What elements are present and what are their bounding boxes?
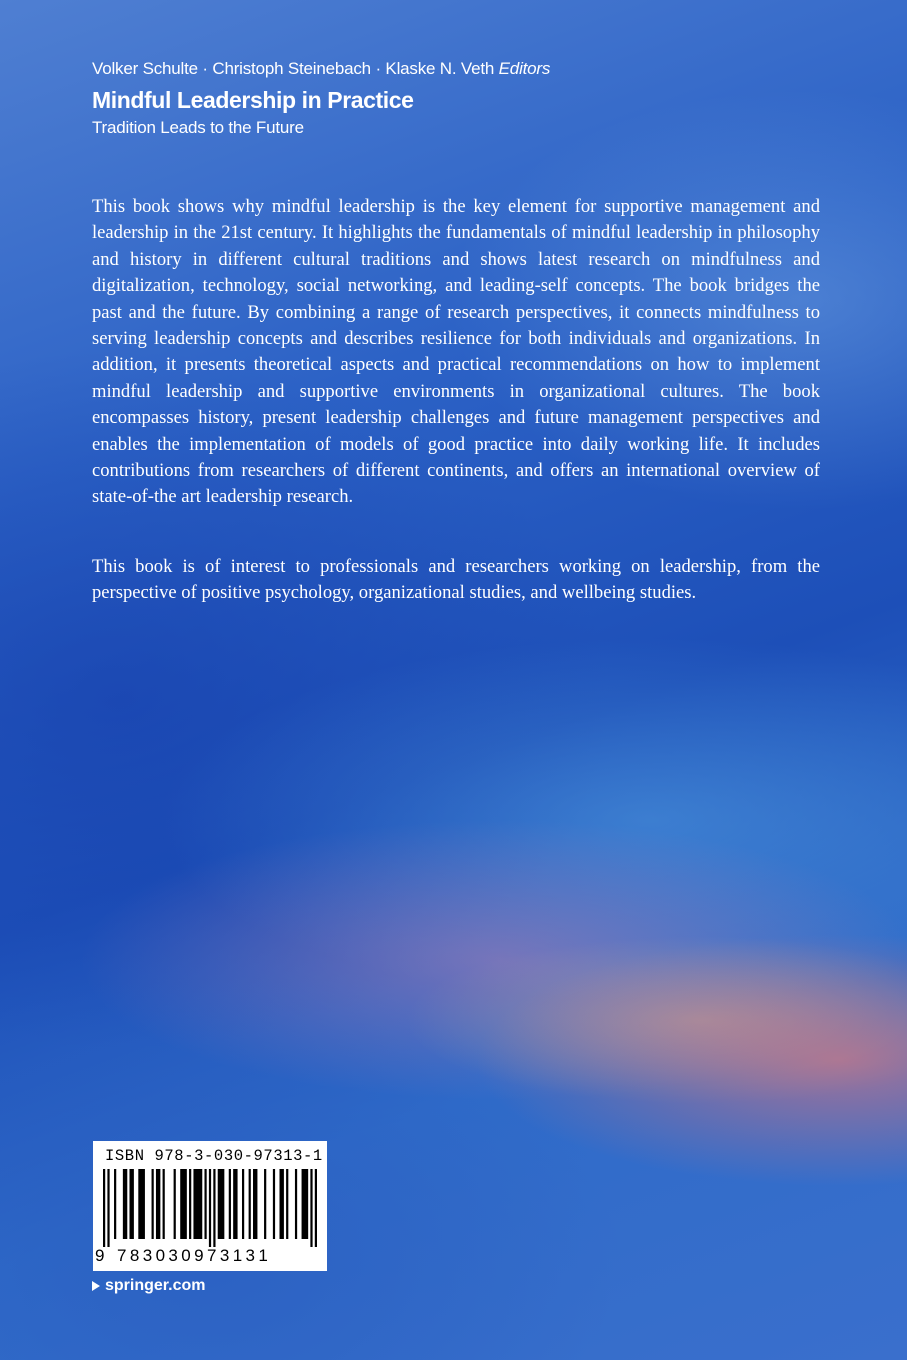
triangle-right-icon [92,1281,100,1291]
barcode-bar [249,1169,251,1239]
barcode-bar [174,1169,176,1239]
barcode-bar [253,1169,257,1239]
cover-header [92,58,852,139]
editors-names: Volker Schulte · Christoph Steinebach · Klaske N. Veth [92,59,495,78]
book-description: This book shows why mindful leadership is the key element for supportive management and leadership in the 21st century. It highlights the fundamentals of mindful leadership in philosophy and history in different cultural traditions and shows latest research on mindfulness and digitalization, technology, social networking, and leading-self concepts. The book bridges the past and the future. By combining a range of research perspectives, it connects mindfulness to serving leadership concepts and describes resilience for both individuals and organizations. In addition, it presents theoretical aspects and practical recommendations on how to implement mindful leadership and supportive environments in organizational cultures. The book encompasses history, present leadership challenges and future management perspectives and enables the implementation of models of good practice into daily working life. It includes contributions from researchers of different continents, and offers an international overview of state-of-the art leadership research. [92,196,820,508]
barcode-bar [302,1169,309,1239]
barcode-bar [213,1169,215,1247]
book-title: Mindful Leadership in Practice [92,87,414,113]
editors-line [92,58,852,80]
barcode-icon [103,1169,317,1247]
barcode-bar [209,1169,211,1247]
barcode-bar [295,1169,297,1239]
barcode-digits-rest: 783030973131 [117,1246,272,1265]
barcode-bar [242,1169,244,1239]
isbn-label: ISBN 978-3-030-97313-1 [105,1147,323,1165]
audience-statement: This book is of interest to professionals and researchers working on leadership, from the perspective of positive psychology, organizational studies, and wellbeing studies. [92,556,820,604]
barcode-bar [107,1169,109,1247]
barcode-bar [114,1169,116,1239]
barcode-bar [229,1169,231,1239]
book-subtitle: Tradition Leads to the Future [92,118,304,137]
barcode-bar [152,1169,154,1239]
barcode-bar [204,1169,206,1239]
barcode-bar [286,1169,288,1239]
publisher-url: springer.com [105,1277,206,1294]
barcode-bar [264,1169,266,1239]
barcode-bar [310,1169,312,1247]
publisher-link[interactable] [92,1276,205,1296]
barcode-bar [233,1169,237,1239]
barcode-bar [218,1169,225,1239]
barcode-bar [279,1169,283,1239]
barcode-bar [273,1169,275,1239]
barcode-bar [189,1169,191,1239]
barcode-bar [156,1169,160,1239]
barcode-bar [180,1169,187,1239]
barcode-bar [315,1169,317,1247]
barcode-digit-first: 9 [95,1246,108,1265]
barcode-bar [123,1169,127,1239]
editors-role: Editors [498,59,551,78]
barcode-bar [163,1169,165,1239]
barcode-bar [103,1169,105,1247]
isbn-barcode-box [93,1141,327,1271]
barcode-bar [129,1169,133,1239]
barcode-bar [193,1169,202,1239]
barcode-bar [138,1169,145,1239]
